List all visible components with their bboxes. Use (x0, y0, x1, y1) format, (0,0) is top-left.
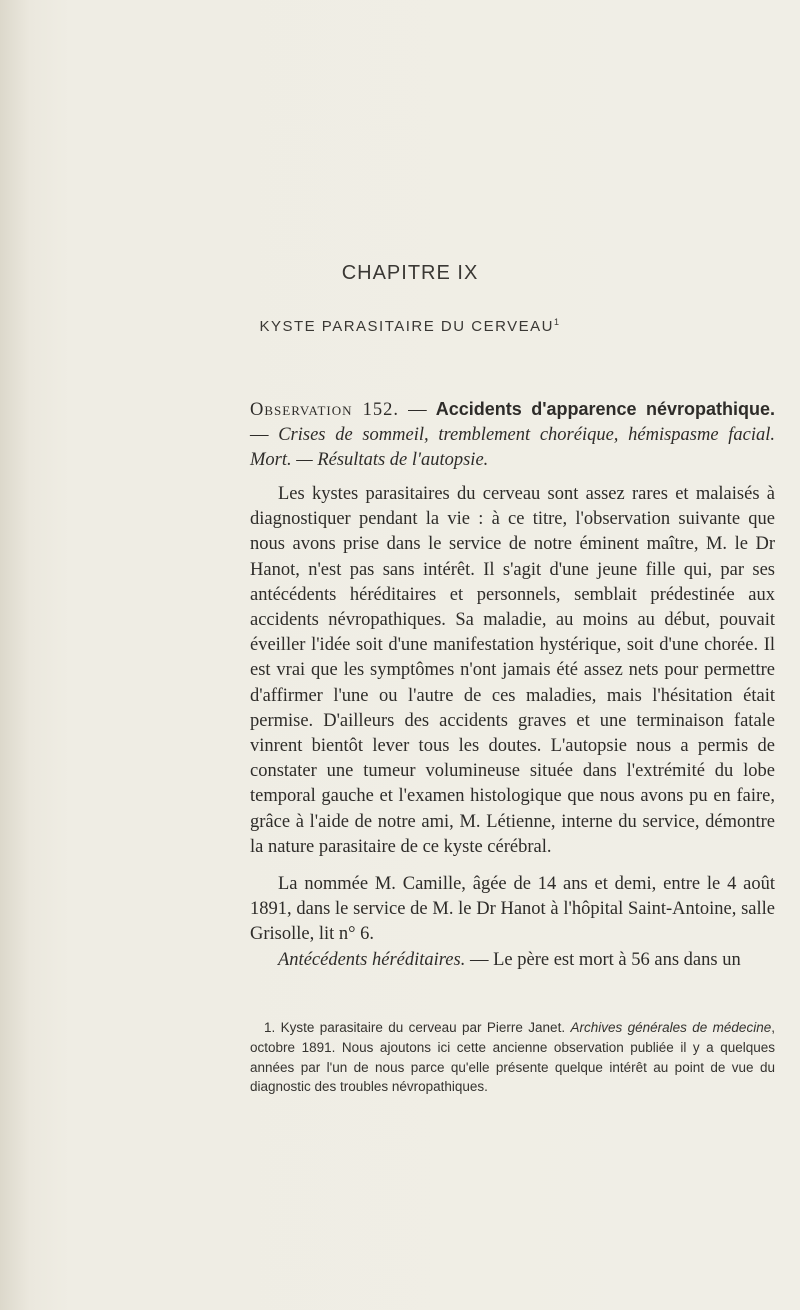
paragraph-patient-text: La nommée M. Camille, âgée de 14 ans et demi, entre le 4 août 1891, dans le service de M. le Dr Hanot à l'hôpital Saint-Antoine, salle Grisolle, lit n° 6. (250, 874, 775, 945)
footnote-text-after: , octobre 1891. Nous ajoutons ici cette ancienne observation publiée il y a quelques années par l'un de nous parce qu'elle présente quelque intérêt au point de vue du diagnostic des troubles névropathiques. (250, 1020, 775, 1095)
chapter-subtitle-text: KYSTE PARASITAIRE DU CERVEAU (259, 318, 555, 335)
observation-heading (250, 397, 775, 474)
observation-title: Accidents d'apparence névropathique. (435, 399, 775, 419)
antecedents-text: — Le père est mort à 56 ans dans un (465, 949, 741, 970)
observation-subtitle: Crises de sommeil, tremblement choréique, hémispasme facial. Mort. — Résultats de l'autopsie. (250, 425, 776, 471)
chapter-subtitle (0, 318, 800, 335)
heading-dash: — (399, 400, 436, 420)
footnote-reference: 1 (554, 317, 561, 327)
antecedents-heading: Antécédents héréditaires. (278, 949, 466, 970)
footnote (250, 1018, 775, 1097)
paragraph-patient (250, 872, 775, 973)
footnote-text-before: Kyste parasitaire du cerveau par Pierre Janet. (275, 1020, 571, 1035)
footnote-marker: 1. (264, 1020, 276, 1035)
footnote-journal: Archives générales de médecine (570, 1020, 772, 1035)
chapter-title: CHAPITRE IX (341, 262, 479, 284)
paragraph-intro: Les kystes parasitaires du cerveau sont assez rares et malaisés à diagnostiquer pendant la vie : à ce titre, l'observation suivante que nous avons prise dans le service de notre éminent maître, M. le Dr Hanot, n'est pas sans intérêt. Il s'agit d'une jeune fille qui, par ses antécédents héréditaires et personnels, semblait prédestinée aux accidents névropathiques. Sa maladie, au moins au début, pouvait éveiller l'idée soit d'une manifestation hystérique, soit d'une chorée. Il est vrai que les symptômes n'ont jamais été assez nets pour permettre d'affirmer l'une ou l'autre de ces maladies, mais l'hésitation était permise. D'ailleurs des accidents graves et une terminaison fatale vinrent bientôt lever tous les doutes. L'autopsie nous a permis de constater une tumeur volumineuse située dans l'extrémité du lobe temporal gauche et l'examen histologique que nous avons pu en faire, grâce à l'aide de notre ami, M. Létienne, interne du service, démontre la nature parasitaire de ce kyste cérébral. (250, 484, 775, 857)
observation-label: Observation 152. (250, 400, 400, 420)
heading-dash-2: — (250, 425, 279, 446)
